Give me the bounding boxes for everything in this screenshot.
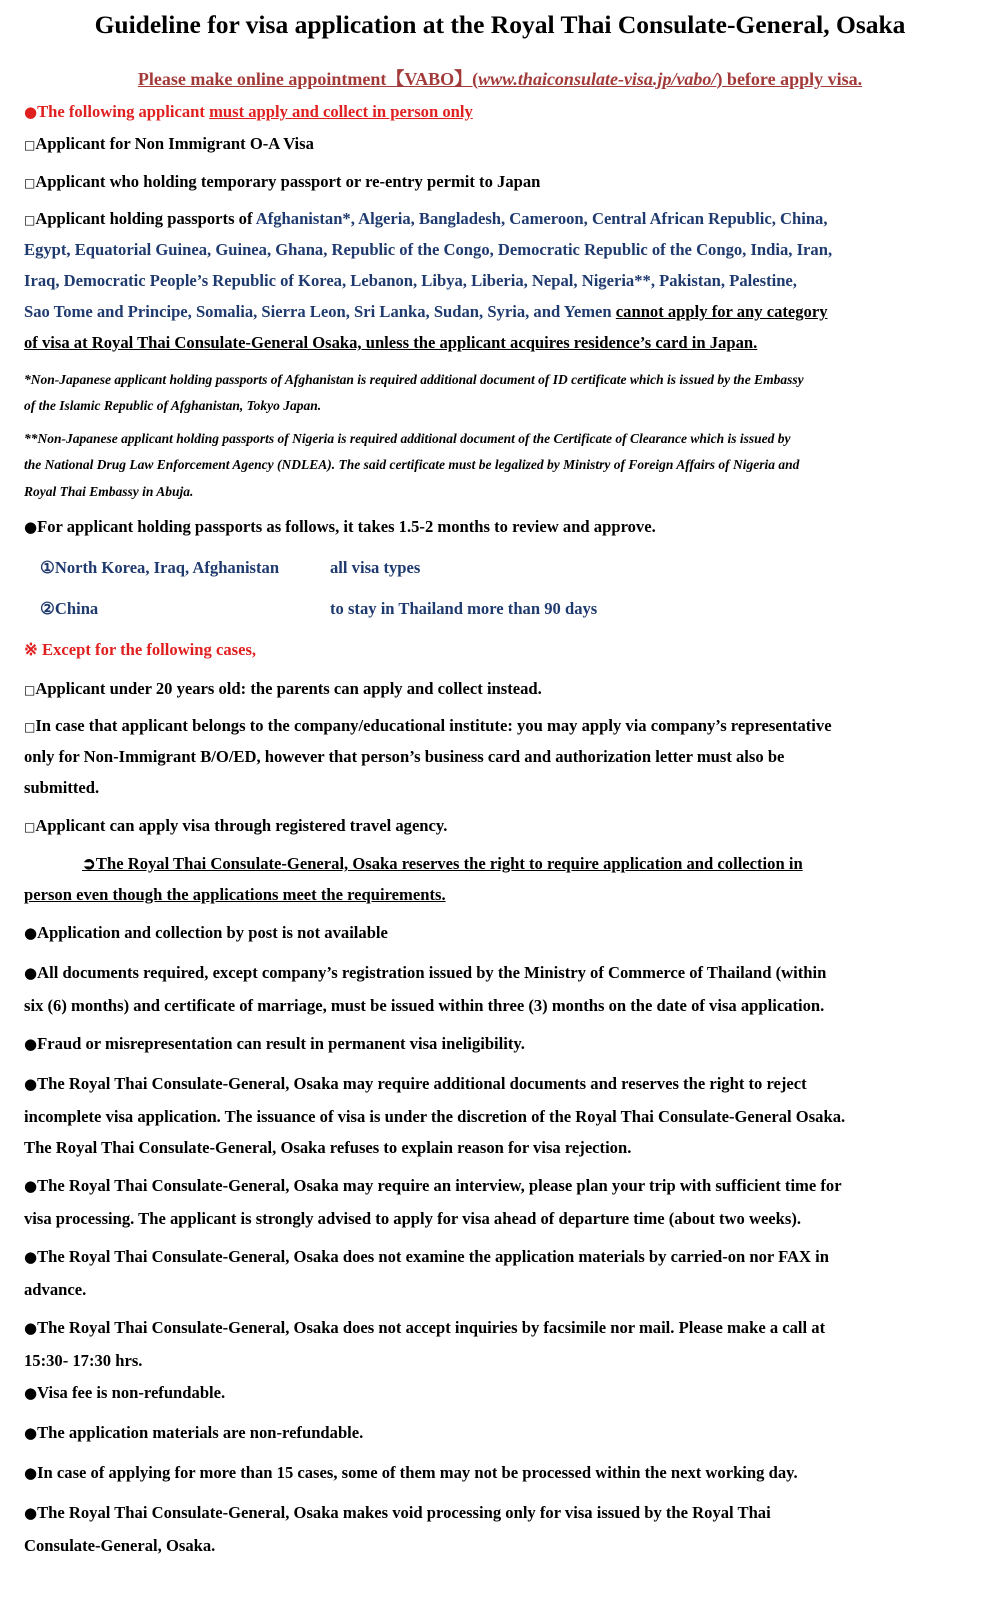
bullet-icon: ● bbox=[24, 1035, 38, 1053]
checkbox-icon: □ bbox=[24, 138, 36, 152]
list-item-continued: submitted. bbox=[24, 778, 100, 797]
rule-item-continued: advance. bbox=[24, 1280, 87, 1299]
bullet-icon: ● bbox=[24, 1464, 38, 1482]
review-row-scope: all visa types bbox=[330, 558, 421, 577]
list-item: □Applicant who holding temporary passport or re-entry permit to Japan bbox=[24, 172, 541, 191]
page-title: Guideline for visa application at the Royal Thai Consulate-General, Osaka bbox=[94, 10, 906, 39]
bullet-icon: ● bbox=[24, 1177, 38, 1195]
in-person-heading: ●The following applicant must apply and collect in person only bbox=[24, 102, 473, 121]
rule-item: ●In case of applying for more than 15 cases, some of them may not be processed within the next working day. bbox=[24, 1463, 798, 1482]
country-list-line: Sao Tome and Principe, Somalia, Sierra Leon, Sri Lanka, Sudan, Syria, and Yemen cannot apply for any category bbox=[24, 302, 828, 321]
list-item: □Applicant under 20 years old: the parents can apply and collect instead. bbox=[24, 679, 542, 698]
appointment-notice bbox=[0, 65, 1000, 91]
country-list-line: Iraq, Democratic People’s Republic of Korea, Lebanon, Libya, Liberia, Nepal, Nigeria**, Pakistan, Palestine, bbox=[24, 271, 797, 290]
list-item-continued: only for Non-Immigrant B/O/ED, however that person’s business card and authorization letter must also be bbox=[24, 747, 785, 766]
country-list-line: Egypt, Equatorial Guinea, Guinea, Ghana, Republic of the Congo, Democratic Republic of the Congo, India, Iran, bbox=[24, 240, 833, 259]
rule-item: ●The Royal Thai Consulate-General, Osaka makes void processing only for visa issued by the Royal Thai bbox=[24, 1503, 771, 1522]
rule-item-continued: The Royal Thai Consulate-General, Osaka refuses to explain reason for visa rejection. bbox=[24, 1138, 632, 1157]
checkbox-icon: □ bbox=[24, 820, 36, 834]
rule-item-continued: incomplete visa application. The issuance of visa is under the discretion of the Royal Thai Consulate-General Osaka. bbox=[24, 1107, 846, 1126]
checkbox-icon: □ bbox=[24, 213, 36, 227]
afghanistan-note: *Non-Japanese applicant holding passports of Afghanistan is required additional document of ID certificate which is issued by the Embassy bbox=[24, 372, 804, 387]
rule-item: ●Fraud or misrepresentation can result in permanent visa ineligibility. bbox=[24, 1034, 525, 1053]
list-item: □Applicant holding passports of Afghanistan*, Algeria, Bangladesh, Cameroon, Central African Republic, China, bbox=[24, 209, 828, 228]
rule-item: ●Visa fee is non-refundable. bbox=[24, 1383, 226, 1402]
bullet-icon: ● bbox=[24, 518, 38, 536]
afghanistan-note: of the Islamic Republic of Afghanistan, Tokyo Japan. bbox=[24, 398, 322, 413]
rule-item: ●The Royal Thai Consulate-General, Osaka may require additional documents and reserves the right to reject bbox=[24, 1074, 807, 1093]
bullet-icon: ● bbox=[24, 1319, 38, 1337]
rule-item: ●Application and collection by post is not available bbox=[24, 923, 388, 942]
review-row-scope: to stay in Thailand more than 90 days bbox=[330, 599, 598, 618]
bullet-icon: ● bbox=[24, 1248, 38, 1266]
bullet-icon: ● bbox=[24, 1384, 38, 1402]
list-item: □Applicant can apply visa through registered travel agency. bbox=[24, 816, 448, 835]
list-item: □Applicant for Non Immigrant O-A Visa bbox=[24, 134, 314, 153]
checkbox-icon: □ bbox=[24, 720, 36, 734]
vabo-link[interactable]: www.thaiconsulate-visa.jp/vabo/ bbox=[478, 69, 717, 89]
checkbox-icon: □ bbox=[24, 176, 36, 190]
review-row-country: ②China bbox=[40, 599, 99, 618]
review-row-country: ①North Korea, Iraq, Afghanistan bbox=[40, 558, 280, 577]
reserve-right-note: ➲The Royal Thai Consulate-General, Osaka reserves the right to require application and collection in bbox=[82, 854, 803, 873]
rule-item-continued: visa processing. The applicant is strongly advised to apply for visa ahead of departure time (about two weeks). bbox=[24, 1209, 802, 1228]
nigeria-note: Royal Thai Embassy in Abuja. bbox=[24, 484, 194, 499]
notice-pre: Please make online appointment【VABO】( bbox=[137, 69, 479, 89]
rule-item-continued: Consulate-General, Osaka. bbox=[24, 1536, 216, 1555]
restriction-text: of visa at Royal Thai Consulate-General Osaka, unless the applicant acquires residence’s card in Japan. bbox=[24, 333, 758, 352]
rule-item: ●The Royal Thai Consulate-General, Osaka does not examine the application materials by carried-on nor FAX in bbox=[24, 1247, 829, 1266]
notice-post: ) before apply visa. bbox=[716, 69, 863, 89]
rule-item: ●The Royal Thai Consulate-General, Osaka may require an interview, please plan your trip with sufficient time for bbox=[24, 1176, 842, 1195]
rule-item: ●The application materials are non-refundable. bbox=[24, 1423, 364, 1442]
bullet-icon: ● bbox=[24, 964, 38, 982]
rule-item-continued: 15:30- 17:30 hrs. bbox=[24, 1351, 143, 1370]
reserve-right-note: person even though the applications meet the requirements. bbox=[24, 885, 446, 904]
checkbox-icon: □ bbox=[24, 683, 36, 697]
rule-item: ●The Royal Thai Consulate-General, Osaka does not accept inquiries by facsimile nor mail. Please make a call at bbox=[24, 1318, 826, 1337]
bullet-icon: ● bbox=[24, 103, 38, 121]
list-item: □In case that applicant belongs to the company/educational institute: you may apply via company’s representative bbox=[24, 716, 832, 735]
nigeria-note: the National Drug Law Enforcement Agency (NDLEA). The said certificate must be legalized by Ministry of Foreign Affairs of Nigeria and bbox=[24, 457, 800, 472]
exceptions-heading: ※ Except for the following cases, bbox=[24, 640, 257, 659]
rule-item: ●All documents required, except company’s registration issued by the Ministry of Commerce of Thailand (within bbox=[24, 963, 827, 982]
bullet-icon: ● bbox=[24, 924, 38, 942]
rule-item-continued: six (6) months) and certificate of marriage, must be issued within three (3) months on the date of visa application. bbox=[24, 996, 825, 1015]
bullet-icon: ● bbox=[24, 1075, 38, 1093]
nigeria-note: **Non-Japanese applicant holding passports of Nigeria is required additional document of the Certificate of Clearance which is issued by bbox=[24, 431, 791, 446]
bullet-icon: ● bbox=[24, 1424, 38, 1442]
bullet-icon: ● bbox=[24, 1504, 38, 1522]
review-lead: ●For applicant holding passports as follows, it takes 1.5-2 months to review and approve. bbox=[24, 517, 656, 536]
